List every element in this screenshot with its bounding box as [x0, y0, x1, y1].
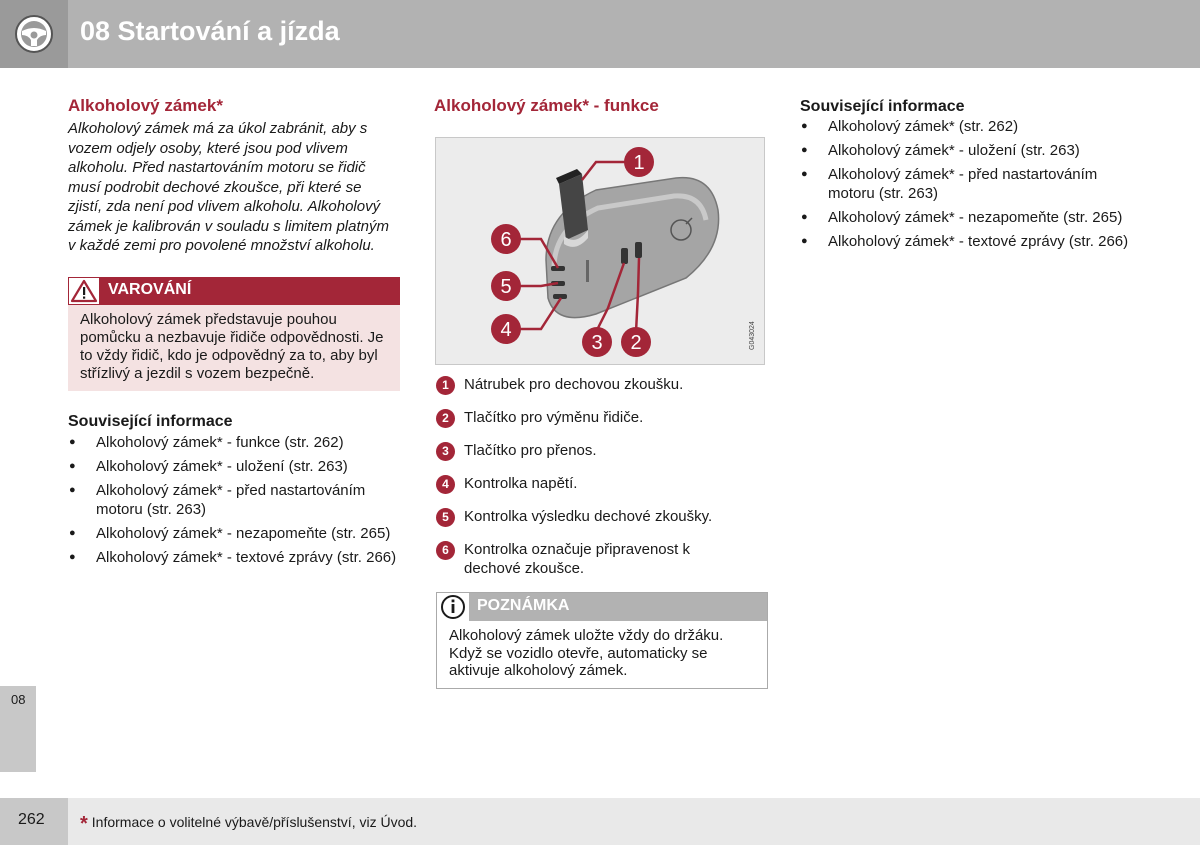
callout-3	[582, 327, 612, 357]
figure-code: G043024	[749, 321, 756, 350]
section-title: Alkoholový zámek* - funkce	[434, 96, 659, 115]
breathalyzer-illustration	[436, 138, 766, 366]
legend-text: Kontrolka označuje připravenost k dechové zkoušce.	[464, 541, 690, 577]
note-text: Alkoholový zámek uložte vždy do držáku. Když se vozidlo otevře, automaticky se aktivuje alkoholový zámek.	[449, 627, 724, 679]
related-list	[800, 117, 1130, 251]
related-link[interactable]: ● Alkoholový zámek* - před nastartováním motoru (str. 263)	[800, 165, 1130, 203]
related-link[interactable]: ● Alkoholový zámek* - před nastartováním motoru (str. 263)	[68, 481, 398, 519]
number-badge: 5	[436, 508, 455, 527]
number-badge: 6	[436, 541, 455, 560]
callout-1-label: 1	[633, 152, 645, 174]
related-link[interactable]: ● Alkoholový zámek* - uložení (str. 263)	[68, 457, 398, 476]
related-link[interactable]: ● Alkoholový zámek* - textové zprávy (str. 266)	[68, 548, 398, 567]
related-link[interactable]: ● Alkoholový zámek* - uložení (str. 263)	[800, 141, 1130, 160]
legend-item	[436, 474, 766, 493]
related-list	[68, 433, 398, 567]
chapter-title: 08 Startování a jízda	[80, 16, 340, 46]
warning-text: Alkoholový zámek představuje pouhou pomůcku a nezbavuje řidiče odpovědnosti. Je to vždy řidič, kdo je odpovědný za to, aby byl střízlivý a jezdil s vozem bezpečně.	[68, 305, 400, 391]
legend-text: Tlačítko pro přenos.	[464, 442, 597, 459]
legend-text: Kontrolka výsledku dechové zkoušky.	[464, 508, 713, 525]
related-title: Související informace	[68, 412, 233, 430]
callout-4	[491, 314, 521, 344]
warning-title: VAROVÁNÍ	[108, 280, 192, 298]
warning-header	[68, 277, 400, 305]
number-badge: 3	[436, 442, 455, 461]
legend-item	[436, 375, 766, 394]
info-icon	[437, 593, 469, 621]
legend-item	[436, 408, 766, 427]
steering-wheel-icon	[14, 14, 54, 54]
related-link[interactable]: ● Alkoholový zámek* (str. 262)	[800, 117, 1130, 136]
legend-item	[436, 441, 766, 460]
note-icon-box	[437, 593, 469, 621]
footer-note	[80, 813, 417, 836]
warning-triangle-icon	[69, 278, 99, 304]
note-box	[436, 592, 768, 689]
number-badge: 1	[436, 376, 455, 395]
figure-legend	[436, 375, 766, 689]
related-link[interactable]: ● Alkoholový zámek* - textové zprávy (str. 266)	[800, 232, 1130, 251]
callout-2-label: 2	[630, 332, 642, 354]
callout-1	[624, 147, 654, 177]
callout-3-label: 3	[591, 332, 603, 354]
callout-6	[491, 224, 521, 254]
related-link[interactable]: ● Alkoholový zámek* - nezapomeňte (str. 265)	[800, 208, 1130, 227]
middle-column	[434, 96, 766, 116]
callout-2	[621, 327, 651, 357]
related-link[interactable]: ● Alkoholový zámek* - funkce (str. 262)	[68, 433, 398, 452]
footnote-star: *	[80, 813, 88, 835]
number-badge: 2	[436, 409, 455, 428]
intro-paragraph: Alkoholový zámek má za úkol zabránit, aby s vozem odjely osoby, které jsou pod vlivem alkoholu. Před nastartováním motoru se řidič musí podrobit dechové zkoušce, při které se zjistí, zda není pod vlivem alkoholu. Alkoholový zámek je kalibrován v souladu s limitem platným v každé zemi pro povolené množství alkoholu.	[68, 120, 389, 254]
legend-text: Nátrubek pro dechovou zkoušku.	[464, 376, 684, 393]
page-number: 262	[18, 811, 45, 828]
callout-6-label: 6	[500, 229, 512, 251]
callout-4-label: 4	[500, 319, 512, 341]
left-column	[68, 96, 400, 572]
legend-item	[436, 540, 706, 578]
legend-text: Kontrolka napětí.	[464, 475, 578, 492]
header-icon-box	[0, 0, 68, 68]
chapter-tab-label: 08	[11, 692, 26, 707]
note-header	[437, 593, 767, 621]
breathalyzer-figure	[435, 137, 765, 365]
warning-box	[68, 277, 400, 391]
legend-list	[436, 375, 766, 578]
section-title: Alkoholový zámek*	[68, 96, 223, 115]
footer-note-text: Informace o volitelné výbavě/příslušenství, viz Úvod.	[91, 814, 418, 830]
callout-5-label: 5	[500, 276, 512, 298]
callout-5	[491, 271, 521, 301]
note-title: POZNÁMKA	[477, 597, 570, 614]
legend-text: Tlačítko pro výměnu řidiče.	[464, 409, 644, 426]
number-badge: 4	[436, 475, 455, 494]
legend-item	[436, 507, 766, 526]
warning-icon-box	[68, 277, 100, 305]
chapter-header	[0, 0, 1200, 68]
related-title: Související informace	[800, 98, 965, 115]
right-column	[800, 98, 1135, 256]
related-link[interactable]: ● Alkoholový zámek* - nezapomeňte (str. 265)	[68, 524, 398, 543]
